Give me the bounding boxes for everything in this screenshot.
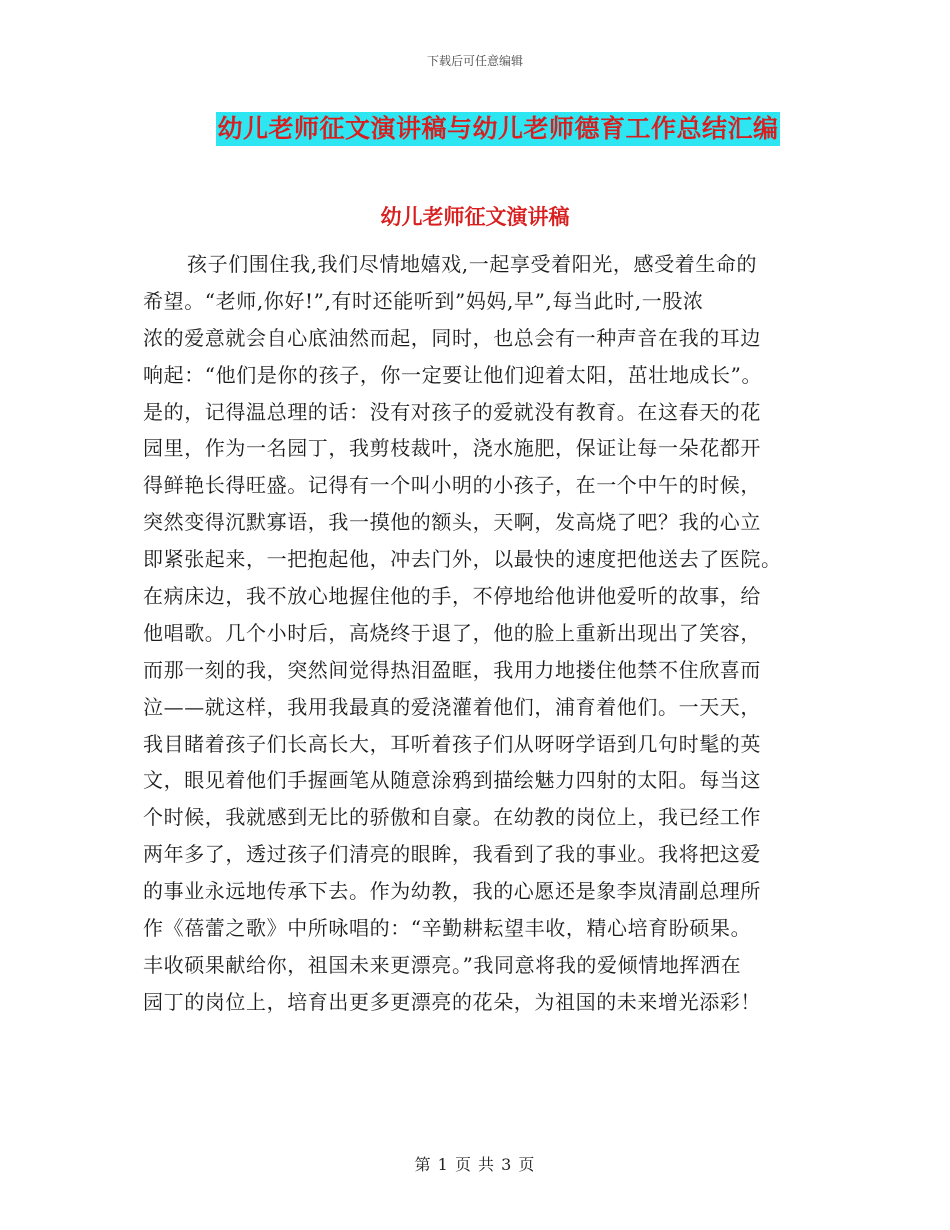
text-line: 在病床边，我不放心地握住他的手，不停地给他讲他爱听的故事，给 — [143, 584, 761, 609]
text-line: 园里，作为一名园丁，我剪枝裁叶，浇水施肥，保证让每一朵花都开 — [143, 436, 761, 461]
body-paragraph — [143, 246, 803, 1021]
text-line: 响起：“他们是你的孩子，你一定要让他们迎着太阳，茁壮地成长”。 — [143, 362, 763, 387]
text-line: 我目睹着孩子们长高长大，耳听着孩子们从呀呀学语到几句时髦的英 — [143, 731, 761, 756]
text-line: 个时候，我就感到无比的骄傲和自豪。在幼教的岗位上，我已经工作 — [143, 805, 761, 830]
text-line: 作《蓓蕾之歌》中所咏唱的：“辛勤耕耘望丰收，精心培育盼硕果。 — [143, 916, 752, 941]
text-line: 泣——就这样，我用我最真的爱浇灌着他们，浦育着他们。一天天， — [143, 694, 761, 719]
section-title: 幼儿老师征文演讲稿 — [380, 204, 570, 229]
text-line: 即紧张起来，一把抱起他，冲去门外，以最快的速度把他送去了医院。 — [143, 547, 782, 572]
main-title-container — [0, 112, 950, 146]
text-line: 两年多了，透过孩子们清亮的眼眸，我看到了我的事业。我将把这爱 — [143, 842, 761, 867]
text-line: 突然变得沉默寡语，我一摸他的额头，天啊，发高烧了吧？我的心立 — [143, 510, 761, 535]
text-line: 得鲜艳长得旺盛。记得有一个叫小明的小孩子，在一个中午的时候， — [143, 473, 761, 498]
text-line: 浓的爱意就会自心底油然而起，同时，也总会有一种声音在我的耳边 — [143, 325, 761, 350]
page-number-footer: 第 1 页 共 3 页 — [414, 1155, 536, 1174]
text-line: 孩子们围住我,我们尽情地嬉戏,一起享受着阳光，感受着生命的 — [187, 252, 758, 276]
text-line: 园丁的岗位上，培育出更多更漂亮的花朵，为祖国的未来增光添彩！ — [143, 989, 761, 1014]
text-line: 希望。“老师,你好!”,有时还能听到”妈妈,早”,每当此时,一股浓 — [143, 288, 704, 313]
text-line: 他唱歌。几个小时后，高烧终于退了，他的脸上重新出现出了笑容， — [143, 620, 761, 645]
main-title: 幼儿老师征文演讲稿与幼儿老师德育工作总结汇编 — [216, 112, 779, 146]
page-header-note: 下载后可任意编辑 — [426, 54, 523, 68]
text-line: 文，眼见着他们手握画笔从随意涂鸦到描绘魅力四射的太阳。每当这 — [143, 768, 761, 793]
text-line: 是的，记得温总理的话：没有对孩子的爱就没有教育。在这春天的花 — [143, 399, 761, 424]
text-line: 丰收硕果献给你，祖国未来更漂亮。”我同意将我的爱倾情地挥洒在 — [143, 952, 742, 977]
text-line: 的事业永远地传承下去。作为幼教，我的心愿还是象李岚清副总理所 — [143, 879, 761, 904]
text-line: 而那一刻的我，突然间觉得热泪盈眶，我用力地搂住他禁不住欣喜而 — [143, 657, 761, 682]
